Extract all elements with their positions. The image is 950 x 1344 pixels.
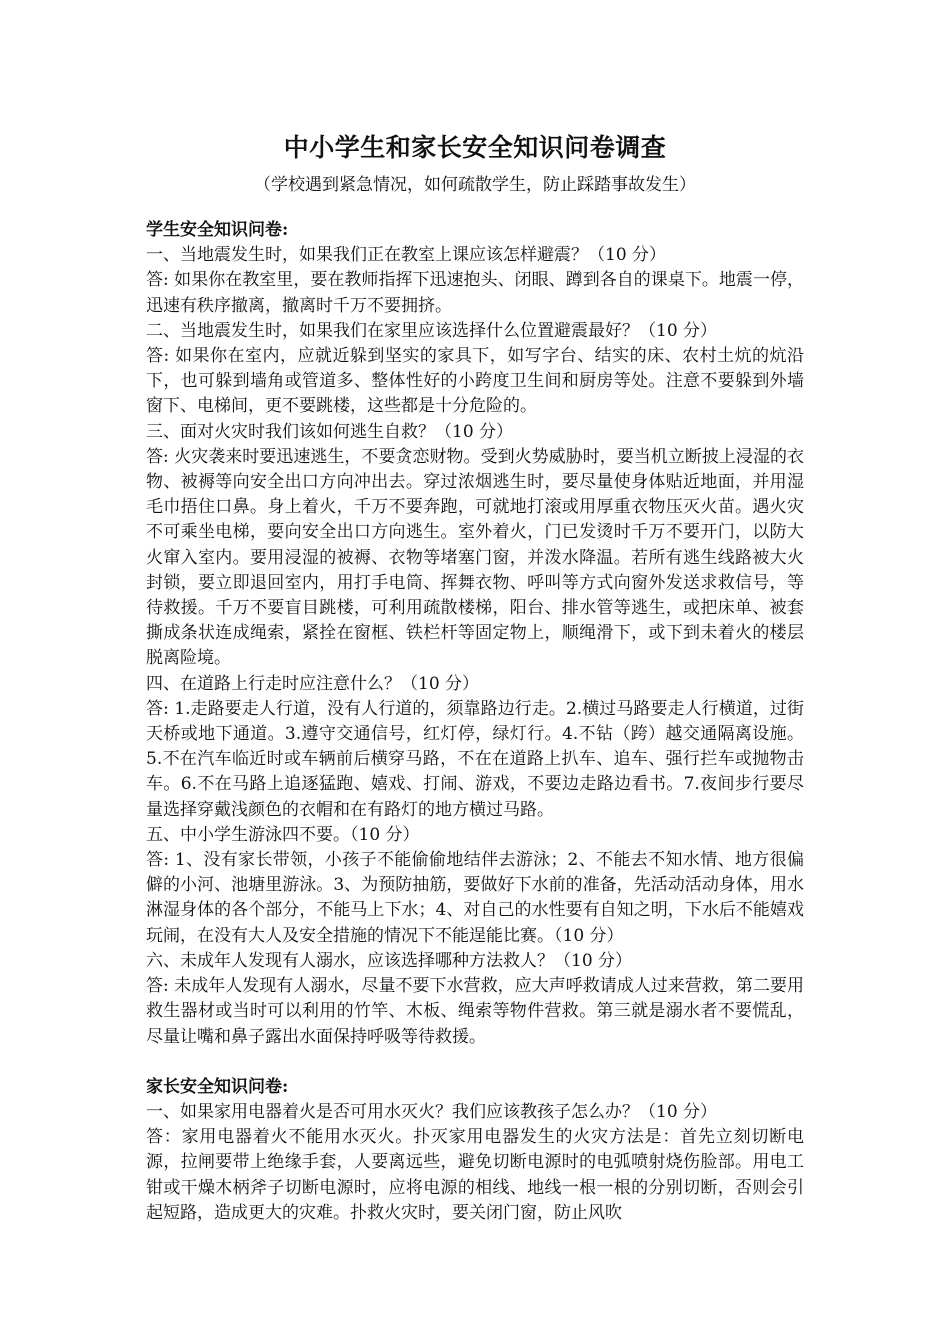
answer: 答: 1、没有家长带领，小孩子不能偷偷地结伴去游泳；2、不能去不知水情、地方很偏僻的小河、池塘里游泳。3、为预防抽筋，要做好下水前的准备，先活动活动身体，用水淋湿身体的各个部分，不能马上下水；4、对自己的水性要有自知之明，下水后不能嬉戏玩闹，在没有大人及安全措施的情况下不能逞能比赛。（10 分） xyxy=(146,850,804,946)
answer: 答: 如果你在室内，应就近躲到坚实的家具下，如写字台、结实的床、农村土炕的炕沿下，也可躲到墙角或管道多、整体性好的小跨度卫生间和厨房等处。注意不要躲到外墙窗下、电梯间，更不要跳楼，这些都是十分危险的。 xyxy=(146,346,804,417)
section-spacer xyxy=(146,1050,804,1075)
question: 五、中小学生游泳四不要。（10 分） xyxy=(146,824,420,845)
question: 一、当地震发生时，如果我们正在教室上课应该怎样避震？（10 分） xyxy=(146,245,667,266)
student-section xyxy=(146,218,804,1050)
question: 二、当地震发生时，如果我们在家里应该选择什么位置避震最好？（10 分） xyxy=(146,320,718,341)
parent-section xyxy=(146,1075,804,1226)
document-title: 中小学生和家长安全知识问卷调查 xyxy=(283,133,667,162)
question: 六、未成年人发现有人溺水，应该选择哪种方法救人？（10 分） xyxy=(146,950,633,971)
question: 一、如果家用电器着火是否可用水灭火？我们应该教孩子怎么办？（10 分） xyxy=(146,1101,718,1122)
answer: 答: 火灾袭来时要迅速逃生，不要贪恋财物。受到火势威胁时，要当机立断披上浸湿的衣物、被褥等向安全出口方向冲出去。穿过浓烟逃生时，要尽量使身体贴近地面，并用湿毛巾捂住口鼻。身上着火，千万不要奔跑，可就地打滚或用厚重衣物压灭火苗。遇火灾不可乘坐电梯，要向安全出口方向逃生。室外着火，门已发烫时千万不要开门，以防大火窜入室内。要用浸湿的被褥、衣物等堵塞门窗，并泼水降温。若所有逃生线路被大火封锁，要立即退回室内，用打手电筒、挥舞衣物、呼叫等方式向窗外发送求救信号，等待救援。千万不要盲目跳楼，可利用疏散楼梯，阳台、排水管等逃生，或把床单、被套撕成条状连成绳索，紧拴在窗框、铁栏杆等固定物上，顺绳滑下，或下到未着火的楼层脱离险境。 xyxy=(146,446,804,669)
document-subtitle: （学校遇到紧急情况，如何疏散学生，防止踩踏事故发生） xyxy=(254,175,696,195)
parent-section-heading: 家长安全知识问卷: xyxy=(146,1076,289,1097)
answer: 答: 未成年人发现有人溺水，尽量不要下水营救，应大声呼救请成人过来营救，第二要用救生器材或当时可以利用的竹竿、木板、绳索等物件营救。第三就是溺水者不要慌乱，尽量让嘴和鼻子露出水面保持呼吸等待救援。 xyxy=(146,976,804,1047)
student-section-heading: 学生安全知识问卷: xyxy=(146,220,289,240)
answer: 答：家用电器着火不能用水灭火。扑灭家用电器发生的火灾方法是：首先立刻切断电源，拉闸要带上绝缘手套，人要离远些，避免切断电源时的电弧喷射烧伤脸部。用电工钳或干燥木柄斧子切断电源时，应将电源的相线、地线一根一根的分别切断，否则会引起短路，造成更大的灾难。扑救火灾时，要关闭门窗，防止风吹 xyxy=(146,1127,804,1223)
answer: 答: 如果你在教室里，要在教师指挥下迅速抱头、闭眼、蹲到各自的课桌下。地震一停，迅速有秩序撤离，撤离时千万不要拥挤。 xyxy=(146,270,804,316)
answer: 答: 1.走路要走人行道，没有人行道的，须靠路边行走。2.横过马路要走人行横道，过街天桥或地下通道。3.遵守交通信号，红灯停，绿灯行。4.不钻（跨）越交通隔离设施。5.不在汽车临近时或车辆前后横穿马路，不在在道路上扒车、追车、强行拦车或抛物击车。6.不在马路上追逐猛跑、嬉戏、打闹、游戏，不要边走路边看书。7.夜间步行要尽量选择穿戴浅颜色的衣帽和在有路灯的地方横过马路。 xyxy=(146,698,804,820)
question: 三、面对火灾时我们该如何逃生自救？（10 分） xyxy=(146,421,514,442)
question: 四、在道路上行走时应注意什么？（10 分） xyxy=(146,673,480,694)
